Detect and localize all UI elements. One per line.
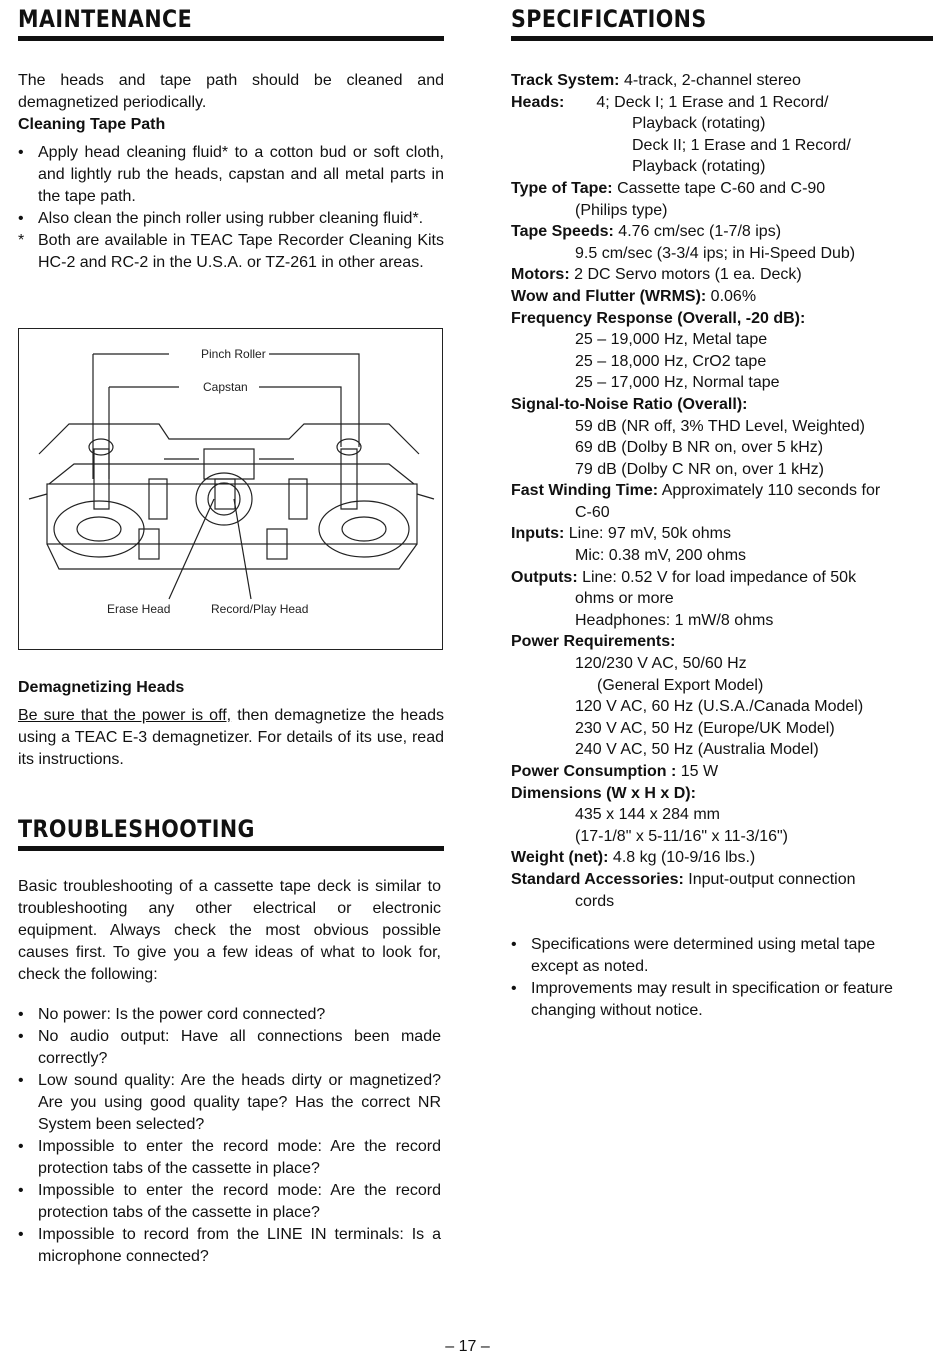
spec-weight: Weight (net): 4.8 kg (10-9/16 lbs.) [511,849,756,867]
list-item: • No power: Is the power cord connected? [18,1006,326,1023]
spec-freq-line: 25 – 17,000 Hz, Normal tape [575,374,780,392]
spec-fast-winding: Fast Winding Time: Approximately 110 seconds for [511,482,881,500]
spec-accessories-line: cords [575,892,615,910]
tape-path-figure [18,328,443,650]
spec-snr: Signal-to-Noise Ratio (Overall): [511,395,748,413]
spec-notes [511,934,911,1022]
spec-tape-line: (Philips type) [575,201,668,219]
spec-speeds: Tape Speeds: 4.76 cm/sec (1-7/8 ips) [511,223,782,241]
spec-power-line: (General Export Model) [597,676,764,694]
spec-track: Track System: 4-track, 2-channel stereo [511,72,801,89]
spec-power-line: 120/230 V AC, 50/60 Hz [575,655,747,673]
spec-snr-line: 59 dB (NR off, 3% THD Level, Weighted) [575,417,865,435]
spec-power: Power Requirements: [511,633,676,651]
spec-freq: Frequency Response (Overall, -20 dB): [511,309,806,327]
page-number: – 17 – [445,1338,490,1355]
spec-heads: Heads: 4; Deck I; 1 Erase and 1 Record/ [511,93,829,111]
spec-tape: Type of Tape: Cassette tape C-60 and C-90 [511,179,826,197]
spec-dimensions-line: (17-1/8" x 5-11/16" x 11-3/16") [575,827,788,845]
spec-list [511,70,935,1022]
list-item: • Low sound quality: Are the heads dirty or magnetized? Are you using good quality tape? Has the correct NR System been selected? [18,1072,441,1133]
spec-speeds-line: 9.5 cm/sec (3-3/4 ips; in Hi-Speed Dub) [575,244,856,262]
tape-mechanism-illustration [19,329,441,648]
footnote: * Both are available in TEAC Tape Recorder Cleaning Kits HC-2 and RC-2 in the U.S.A. or TZ-261 in other areas. [18,232,444,271]
spec-heads-line: Playback (rotating) [632,115,766,133]
maintenance-rule [18,36,444,41]
demagnetizing-section [18,677,444,771]
capstan-label: Capstan [203,380,248,394]
maintenance-intro: The heads and tape path should be cleaned and demagnetized periodically. [18,72,444,111]
spec-inputs: Inputs: Line: 97 mV, 50k ohms [511,525,731,543]
spec-freq-line: 25 – 18,000 Hz, CrO2 tape [575,352,767,370]
maintenance-title: MAINTENANCE [18,5,193,33]
spec-consumption: Power Consumption : 15 W [511,763,719,780]
demag-heading: Demagnetizing Heads [18,679,185,696]
maintenance-section [18,4,444,41]
list-item: • Impossible to record from the LINE IN terminals: Is a microphone connected? [18,1226,441,1265]
list-item: • Impossible to enter the record mode: Are the record protection tabs of the cassette in place? [18,1138,441,1177]
cleaning-list [18,142,444,274]
list-item: • Improvements may result in specification or feature changing without notice. [511,980,893,1020]
spec-power-line: 230 V AC, 50 Hz (Europe/UK Model) [575,719,835,737]
spec-dimensions: Dimensions (W x H x D): [511,784,696,802]
record-play-head-label: Record/Play Head [211,602,309,616]
cleaning-heading: Cleaning Tape Path [18,116,166,133]
list-item: • Also clean the pinch roller using rubber cleaning fluid*. [18,210,424,227]
troubleshooting-rule [18,846,444,851]
spec-fast-winding-line: C-60 [575,503,610,521]
pinch-roller-label: Pinch Roller [201,347,266,361]
spec-power-line: 120 V AC, 60 Hz (U.S.A./Canada Model) [575,698,864,716]
spec-outputs-line: Headphones: 1 mW/8 ohms [575,611,774,629]
demag-warning: Be sure that the power is off, [18,707,232,724]
specifications-rule [511,36,933,41]
spec-dimensions-line: 435 x 144 x 284 mm [575,806,720,824]
spec-wow: Wow and Flutter (WRMS): 0.06% [511,287,757,305]
specifications-section [511,4,933,41]
list-item: • Specifications were determined using metal tape except as noted. [511,936,876,976]
spec-snr-line: 79 dB (Dolby C NR on, over 1 kHz) [575,460,824,478]
list-item: • Apply head cleaning fluid* to a cotton bud or soft cloth, and lightly rub the heads, capstan and all metal parts in the tape path. [18,144,444,205]
spec-heads-line: Playback (rotating) [632,158,766,176]
list-item: • Impossible to enter the record mode: Are the record protection tabs of the cassette in place? [18,1182,441,1221]
spec-motors: Motors: 2 DC Servo motors (1 ea. Deck) [511,266,802,284]
spec-outputs-line: ohms or more [575,590,674,608]
spec-freq-line: 25 – 19,000 Hz, Metal tape [575,331,768,349]
list-item: • No audio output: Have all connections been made correctly? [18,1028,441,1067]
troubleshooting-title: TROUBLESHOOTING [18,815,255,843]
demag-text: Be sure that the power is off, then demagnetize the heads using a TEAC E-3 demagnetizer. For details of its use, read its instructions. [18,707,444,768]
specifications-title: SPECIFICATIONS [511,5,707,33]
spec-power-line: 240 V AC, 50 Hz (Australia Model) [575,741,819,759]
spec-accessories: Standard Accessories: Input-output connection [511,870,856,888]
troubleshooting-section [18,814,444,851]
troubleshooting-intro: Basic troubleshooting of a cassette tape deck is similar to troubleshooting any other electrical or electronic equipment. Always check the most obvious possible causes first. To give you a few ideas of what to look for, check the following: [18,878,441,983]
spec-inputs-line: Mic: 0.38 mV, 200 ohms [575,547,747,565]
erase-head-label: Erase Head [107,602,171,616]
spec-snr-line: 69 dB (Dolby B NR on, over 5 kHz) [575,439,824,457]
spec-heads-line: Deck II; 1 Erase and 1 Record/ [632,136,851,154]
spec-outputs: Outputs: Line: 0.52 V for load impedance of 50k [511,568,857,586]
troubleshooting-list [18,1004,441,1268]
